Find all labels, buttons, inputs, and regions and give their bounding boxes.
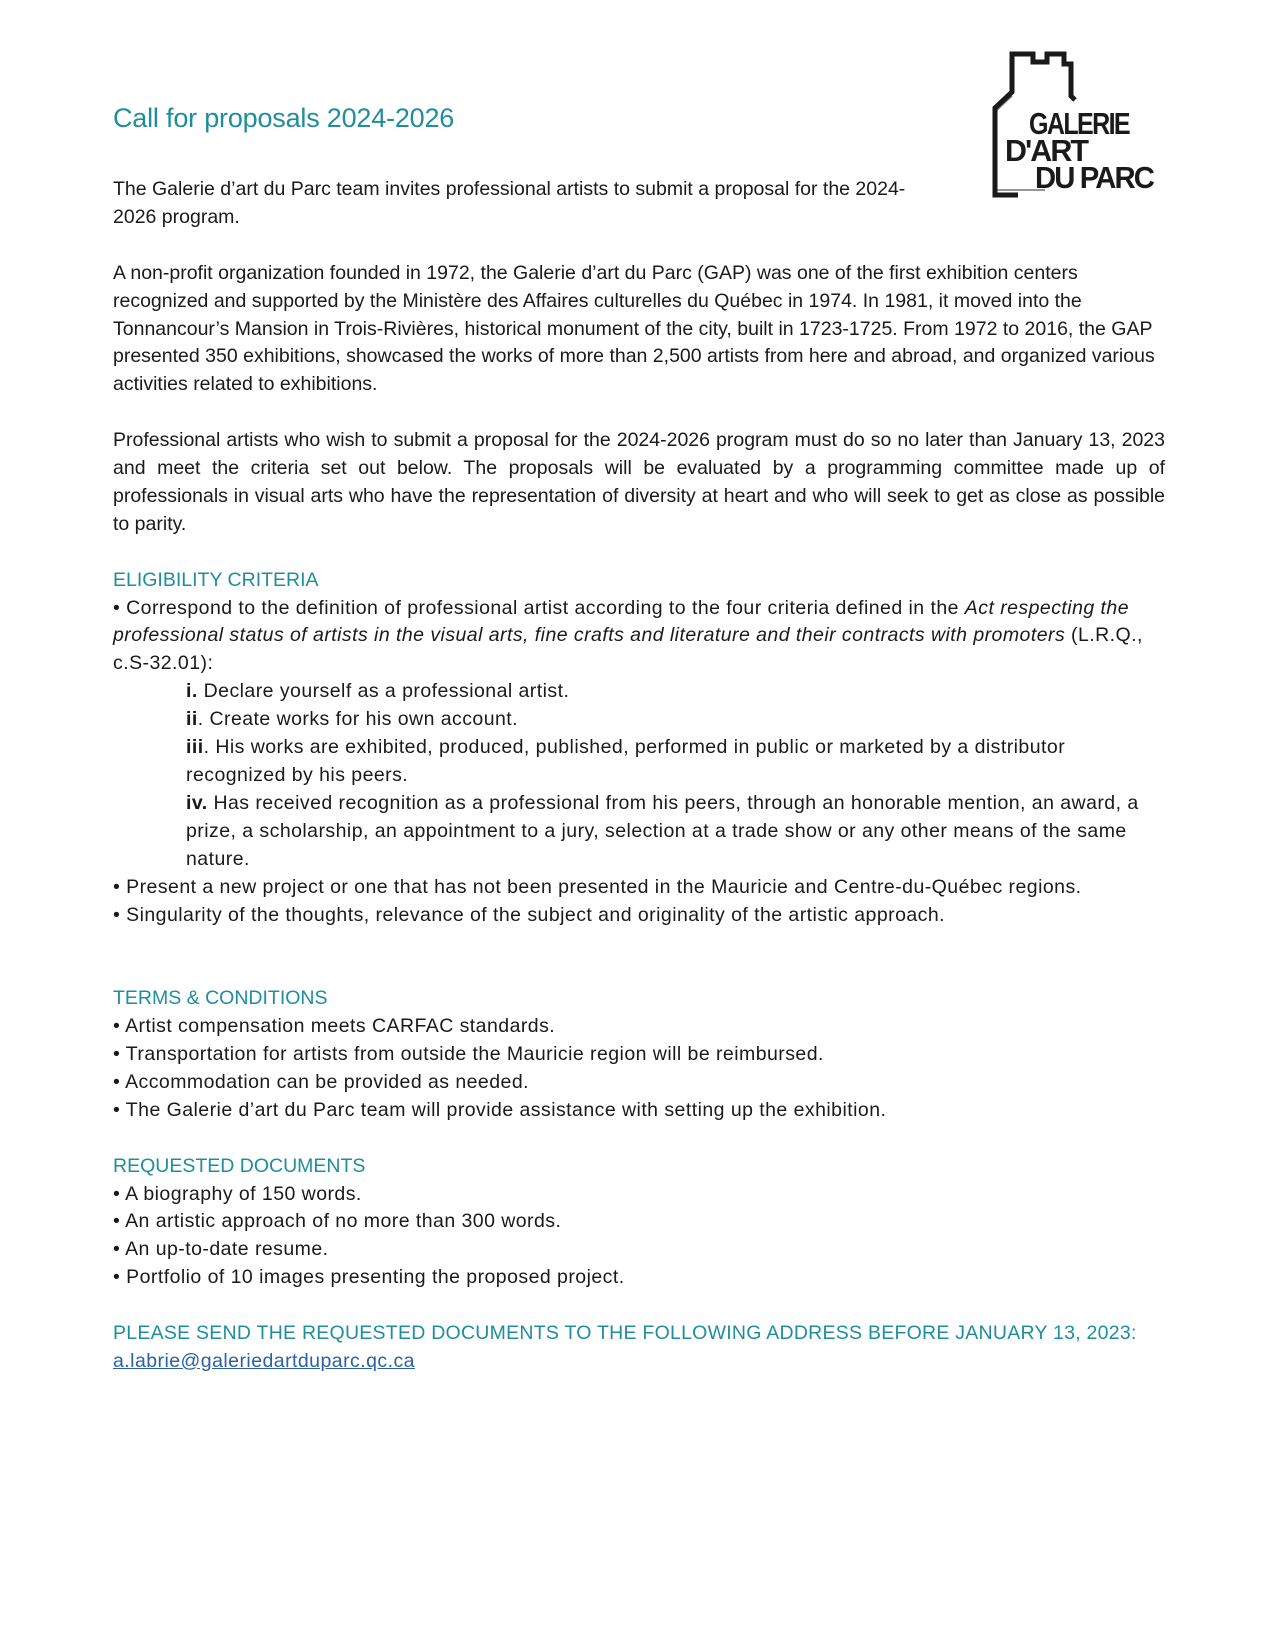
deadline-paragraph: Professional artists who wish to submit a proposal for the 2024-2026 program must do so no later than January 13, 2023 and meet the criteria set out below. The proposals will be evaluated by a programming committee made up of professionals in visual arts who have the representation of diversity at heart and who will seek to get as close as possible to parity. xyxy=(113,429,1165,535)
criterion-number: iii xyxy=(186,736,204,759)
email-link[interactable]: a.labrie@galeriedartduparc.qc.ca xyxy=(113,1349,415,1372)
intro-paragraph: The Galerie d’art du Parc team invites professional artists to submit a proposal for the 2024-2026 program. xyxy=(113,178,906,228)
criterion-2 xyxy=(113,706,1165,734)
documents-item: • An artistic approach of no more than 300 words. xyxy=(113,1210,562,1233)
page-title: Call for proposals 2024-2026 xyxy=(113,103,455,133)
documents-heading: REQUESTED DOCUMENTS xyxy=(113,1154,366,1177)
eligibility-item-1-ref: (L.R.Q., c.S-32.01): xyxy=(113,624,1143,675)
logo-line-3: DU PARC xyxy=(1035,160,1155,195)
send-instruction: PLEASE SEND THE REQUESTED DOCUMENTS TO THE FOLLOWING ADDRESS BEFORE JANUARY 13, 2023: xyxy=(113,1322,1137,1345)
documents-item: • Portfolio of 10 images presenting the proposed project. xyxy=(113,1266,625,1289)
criterion-3 xyxy=(113,734,1165,790)
terms-item: • The Galerie d’art du Parc team will provide assistance with setting up the exhibition. xyxy=(113,1098,887,1121)
criterion-text: . His works are exhibited, produced, published, performed in public or marketed by a distributor recognized by his peers. xyxy=(186,736,1066,786)
eligibility-item-1 xyxy=(113,595,1165,679)
eligibility-item-1-lead: • Correspond to the definition of professional artist according to the four criteria defined in the xyxy=(113,596,965,619)
documents-item: • An up-to-date resume. xyxy=(113,1238,329,1261)
criterion-text: Declare yourself as a professional artist. xyxy=(197,680,570,703)
email-line xyxy=(113,1348,1165,1376)
eligibility-item-3: • Singularity of the thoughts, relevance of the subject and originality of the artistic approach. xyxy=(113,903,946,926)
terms-item: • Artist compensation meets CARFAC standards. xyxy=(113,1015,556,1038)
logo-line-2: D'ART xyxy=(1005,133,1090,168)
criterion-4 xyxy=(113,790,1165,874)
criterion-number: ii xyxy=(186,708,198,731)
about-paragraph: A non-profit organization founded in 1972, the Galerie d’art du Parc (GAP) was one of the first exhibition centers recognized and supported by the Ministère des Affaires culturelles du Québec in 1974. In 1981, it moved into the Tonnancour’s Mansion in Trois-Rivières, historical monument of the city, built in 1723-1725. From 1972 to 2016, the GAP presented 350 exhibitions, showcased the works of more than 2,500 artists from here and abroad, and organized various activities related to exhibitions. xyxy=(113,261,1155,396)
criterion-1 xyxy=(113,678,1165,706)
terms-item: • Transportation for artists from outside the Mauricie region will be reimbursed. xyxy=(113,1043,824,1066)
terms-heading: TERMS & CONDITIONS xyxy=(113,987,328,1010)
criterion-text: Has received recognition as a professional from his peers, through an honorable mention, an award, a prize, a scholarship, an appointment to a jury, selection at a trade show or any other means of the same nature. xyxy=(186,791,1139,870)
criterion-number: i. xyxy=(186,680,198,703)
eligibility-item-2: • Present a new project or one that has not been presented in the Mauricie and Centre-du-Québec regions. xyxy=(113,875,1082,898)
criterion-text: . Create works for his own account. xyxy=(197,708,519,731)
eligibility-heading: ELIGIBILITY CRITERIA xyxy=(113,568,319,591)
documents-item: • A biography of 150 words. xyxy=(113,1182,362,1205)
logo-line-1: GALERIE xyxy=(1029,106,1131,141)
terms-item: • Accommodation can be provided as needed. xyxy=(113,1070,529,1093)
criterion-number: iv. xyxy=(186,791,208,814)
act-title: Act respecting the professional status of artists in the visual arts, fine crafts and literature and their contracts with promoters xyxy=(113,596,1129,647)
document-body xyxy=(113,176,1165,1376)
